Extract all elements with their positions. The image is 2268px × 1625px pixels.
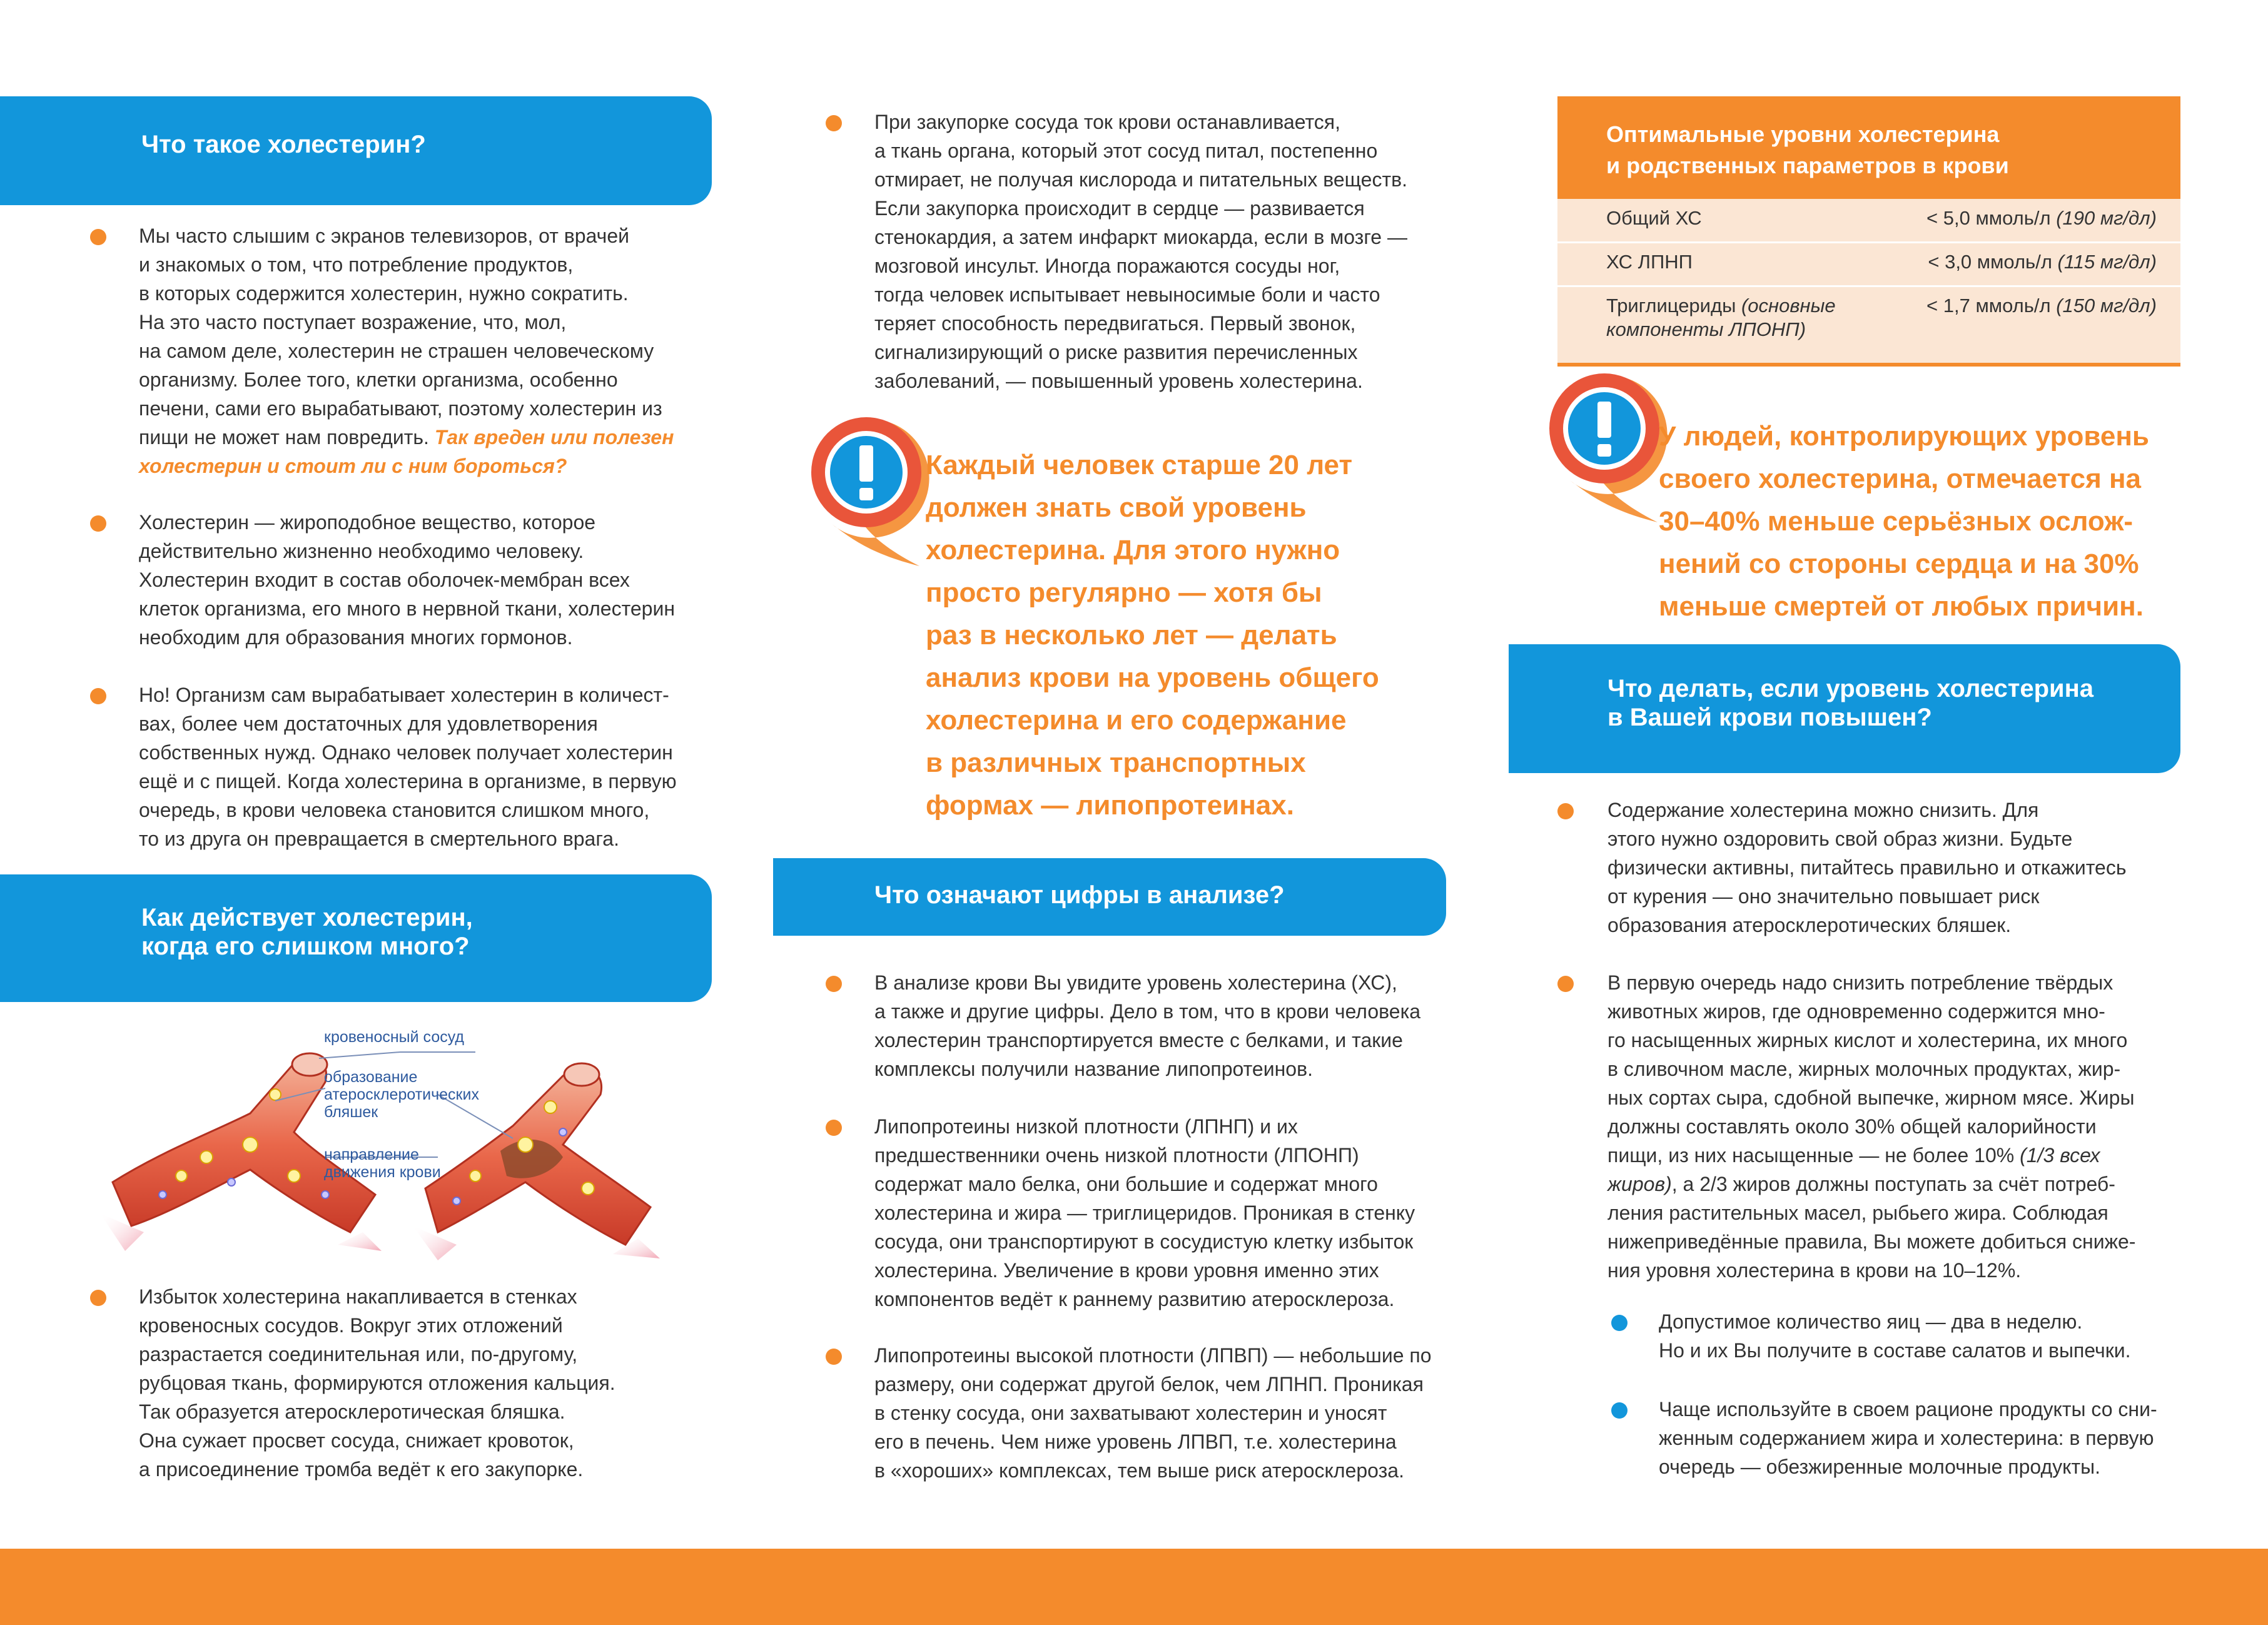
text-line: ещё и с пищей. Когда холестерина в организме, в первую — [139, 770, 677, 792]
param-name — [1606, 294, 1836, 342]
section-header-what-to-do — [1509, 644, 2180, 773]
text-line: мозговой инсульт. Иногда поражаются сосуды ног, — [874, 255, 1340, 277]
label-line: атеросклеротических — [324, 1086, 479, 1103]
bullet-dot-blue — [1611, 1315, 1628, 1331]
text-line: очередь, в крови человека становится слишком много, — [139, 799, 650, 821]
text-line: этого нужно оздоровить свой образ жизни. Будьте — [1607, 828, 2073, 850]
table-row — [1557, 250, 2180, 285]
text-line: клеток организма, его много в нервной ткани, холестерин — [139, 597, 675, 620]
text-span: пищи, из них насыщенные — не более 10% — [1607, 1144, 2020, 1167]
text-line — [1607, 1141, 2180, 1170]
vessel-diagram — [88, 1026, 676, 1263]
paragraph-eggs — [1659, 1307, 2180, 1365]
param-value — [1926, 294, 2157, 318]
table-title — [1557, 96, 2180, 199]
text-line: Если закупорка происходит в сердце — развивается — [874, 197, 1365, 220]
table-row — [1557, 206, 2180, 241]
section-header-numbers — [773, 858, 1446, 936]
callout-line: меньше смертей от любых причин. — [1659, 591, 2144, 622]
bullet-dot — [90, 688, 106, 704]
bullet-dot — [90, 229, 106, 245]
callout-line: должен знать свой уровень — [926, 492, 1307, 523]
text-line: Содержание холестерина можно снизить. Для — [1607, 799, 2039, 821]
bullet-dot-blue — [1611, 1402, 1628, 1419]
text-line: а ткань органа, который этот сосуд питал, постепенно — [874, 139, 1378, 162]
text-span: пищи не может нам повредить. — [139, 426, 435, 448]
table-title-line: и родственных параметров в крови — [1606, 153, 2009, 178]
label-line: образование — [324, 1068, 418, 1086]
param-name: ХС ЛПНП — [1606, 251, 1693, 273]
text-line: нижеприведённые правила, Вы можете добиться сниже- — [1607, 1230, 2136, 1253]
text-line: от курения — оно значительно повышает риск — [1607, 885, 2040, 908]
callout-line: просто регулярно — хотя бы — [926, 577, 1322, 608]
paragraph-ldl — [874, 1112, 1456, 1314]
diagram-label-flow — [324, 1146, 441, 1181]
paragraph-fats — [1607, 968, 2180, 1285]
text-line — [139, 423, 721, 452]
value-note: (150 мг/дл) — [2056, 295, 2157, 316]
row-divider — [1557, 241, 2180, 243]
bullet-dot — [826, 115, 842, 131]
text-line: образования атеросклеротических бляшек. — [1607, 914, 2012, 936]
bullet-dot — [826, 976, 842, 992]
text-line: сосуда, они транспортируют в сосудистую клетку избыток — [874, 1230, 1414, 1253]
highlighted-question: Так вреден или полезен — [434, 426, 674, 448]
callout-line: холестерина. Для этого нужно — [926, 535, 1340, 565]
text-line: женным содержанием жира и холестерина: в первую — [1659, 1427, 2154, 1449]
flow-arrow — [338, 1232, 382, 1251]
text-line: Но! Организм сам вырабатывает холестерин в количест- — [139, 684, 669, 706]
text-line: действительно жизненно необходимо человеку. — [139, 540, 584, 562]
paragraph-analysis — [874, 968, 1456, 1083]
text-line: и знакомых о том, что потребление продуктов, — [139, 253, 574, 276]
table-row — [1557, 294, 2180, 354]
text-line: Допустимое количество яиц — два в неделю. — [1659, 1310, 2083, 1333]
text-line: Но и их Вы получите в составе салатов и выпечки. — [1659, 1339, 2131, 1362]
callout-line: формах — липопротеинах. — [926, 790, 1294, 821]
text-line: а присоединение тромба ведёт к его закупорке. — [139, 1458, 584, 1481]
name-note: компоненты ЛПОНП) — [1606, 318, 1806, 340]
text-line: холестерина и жира — триглицеридов. Проникая в стенку — [874, 1202, 1415, 1224]
paragraph-production — [139, 681, 721, 853]
paragraph-plaque — [139, 1282, 721, 1484]
row-divider — [1557, 285, 2180, 287]
bullet-dot — [1557, 803, 1574, 819]
text-line: должны составлять около 30% общей калорийности — [1607, 1115, 2097, 1138]
text-line: в «хороших» комплексах, тем выше риск атеросклероза. — [874, 1459, 1404, 1482]
text-line: Она сужает просвет сосуда, снижает кровоток, — [139, 1429, 574, 1452]
value-text: < 5,0 ммоль/л — [1926, 207, 2051, 229]
bullet-dot — [826, 1120, 842, 1136]
paragraph-lifestyle — [1607, 796, 2180, 939]
bullet-dot — [826, 1349, 842, 1365]
flow-arrow — [413, 1226, 457, 1260]
text-line: а также и другие цифры. Дело в том, что в крови человека — [874, 1000, 1421, 1023]
text-line: животных жиров, где одновременно содержится мно- — [1607, 1000, 2105, 1023]
text-line: Мы часто слышим с экранов телевизоров, от врачей — [139, 225, 630, 247]
label-line: бляшек — [324, 1103, 378, 1121]
diagram-label-vessel: кровеносный сосуд — [324, 1028, 464, 1046]
paragraph-definition — [139, 508, 721, 652]
text-line: на самом деле, холестерин не страшен человеческому — [139, 340, 654, 362]
name-text: Триглицериды — [1606, 295, 1736, 316]
text-line: В анализе крови Вы увидите уровень холестерина (ХС), — [874, 971, 1397, 994]
section-title: Что такое холестерин? — [141, 131, 426, 158]
text-line: ных сортах сыра, сдобной выпечке, жирном мясе. Жиры — [1607, 1086, 2135, 1109]
text-line: то из друга он превращается в смертельного врага. — [139, 828, 619, 850]
section-header-how-it-acts — [0, 874, 712, 1002]
text-line: теряет способность передвигаться. Первый звонок, — [874, 312, 1356, 335]
param-name: Общий ХС — [1606, 207, 1702, 229]
text-line: Избыток холестерина накапливается в стенках — [139, 1285, 577, 1308]
bullet-dot — [90, 1290, 106, 1306]
text-line: Чаще используйте в своем рационе продукты со сни- — [1659, 1398, 2157, 1420]
text-line: предшественники очень низкой плотности (ЛПОНП) — [874, 1144, 1359, 1167]
value-note: (190 мг/дл) — [2056, 207, 2157, 229]
text-line: ния уровня холестерина в крови на 10–12%. — [1607, 1259, 2022, 1282]
callout-line: раз в несколько лет — делать — [926, 620, 1337, 651]
text-line: стенокардия, а затем инфаркт миокарда, если в мозге — — [874, 226, 1407, 248]
section-header-what-is-cholesterol — [0, 96, 712, 205]
text-line: кровеносных сосудов. Вокруг этих отложений — [139, 1314, 563, 1337]
callout-line: анализ крови на уровень общего — [926, 662, 1379, 693]
text-line: его в печень. Чем ниже уровень ЛПВП, т.е. холестерина — [874, 1430, 1397, 1453]
value-text: < 3,0 ммоль/л — [1928, 251, 2052, 273]
text-line: Холестерин — жироподобное вещество, которое — [139, 511, 596, 534]
text-span: , а 2/3 жиров должны поступать за счёт потреб- — [1671, 1173, 2115, 1195]
text-line: в стенку сосуда, они захватывают холестерин и уносят — [874, 1402, 1387, 1424]
table-title-line: Оптимальные уровни холестерина — [1606, 121, 2000, 147]
text-line: го насыщенных жирных кислот и холестерина, их много — [1607, 1029, 2128, 1051]
section-title: Что означают цифры в анализе? — [874, 881, 1285, 909]
value-note: (115 мг/дл) — [2057, 251, 2157, 273]
text-line: Липопротеины высокой плотности (ЛПВП) — небольшие по — [874, 1344, 1432, 1367]
text-line: организму. Более того, клетки организма, особенно — [139, 368, 618, 391]
text-line: отмирает, не получая кислорода и питательных веществ. — [874, 168, 1407, 191]
text-line: очередь — обезжиренные молочные продукты. — [1659, 1455, 2101, 1478]
text-span-italic: (1/3 всех — [2020, 1144, 2100, 1167]
text-line: необходим для образования многих гормонов. — [139, 626, 573, 649]
text-line: в которых содержится холестерин, нужно сократить. — [139, 282, 629, 305]
section-title-line: Как действует холестерин, — [141, 904, 473, 931]
callout-know-your-level — [926, 444, 1379, 827]
value-text: < 1,7 ммоль/л — [1926, 295, 2051, 316]
text-span-italic: жиров) — [1607, 1173, 1672, 1195]
text-line: Холестерин входит в состав оболочек-мембран всех — [139, 569, 630, 591]
text-line: компонентов ведёт к раннему развитию атеросклероза. — [874, 1288, 1395, 1310]
callout-line: 30–40% меньше серьёзных ослож- — [1659, 506, 2134, 537]
optimal-levels-table — [1557, 96, 2180, 367]
callout-line: в различных транспортных — [926, 747, 1306, 778]
text-line: в сливочном масле, жирных молочных продуктах, жир- — [1607, 1058, 2121, 1080]
paragraph-hdl — [874, 1341, 1456, 1485]
text-line: В первую очередь надо снизить потребление твёрдых — [1607, 971, 2114, 994]
callout-line: холестерина и его содержание — [926, 705, 1347, 736]
section-title-line: когда его слишком много? — [141, 933, 470, 960]
exclamation-icon — [1532, 369, 1676, 525]
bullet-dot — [90, 515, 106, 532]
paragraph-intro — [139, 221, 721, 480]
text-line: вах, более чем достаточных для удовлетворения — [139, 712, 598, 735]
text-line: размеру, они содержат другой белок, чем ЛПНП. Проникая — [874, 1373, 1424, 1395]
callout-line: нений со стороны сердца и на 30% — [1659, 549, 2139, 579]
text-line: На это часто поступает возражение, что, мол, — [139, 311, 567, 333]
text-line: рубцовая ткань, формируются отложения кальция. — [139, 1372, 615, 1394]
text-line: разрастается соединительная или, по-другому, — [139, 1343, 578, 1365]
bullet-dot — [1557, 976, 1574, 992]
param-value — [1926, 206, 2157, 230]
paragraph-low-fat — [1659, 1395, 2180, 1481]
label-line: направление — [324, 1146, 419, 1163]
text-line: тогда человек испытывает невыносимые боли и часто — [874, 283, 1380, 306]
text-line: печени, сами его вырабатывают, поэтому холестерин из — [139, 397, 662, 420]
highlighted-question: холестерин и стоит ли с ним бороться? — [139, 455, 567, 477]
section-title-line: Что делать, если уровень холестерина — [1607, 675, 2094, 702]
text-line: холестерин транспортируется вместе с белками, и такие — [874, 1029, 1403, 1051]
callout-control-benefit — [1659, 415, 2149, 628]
text-line: холестерина. Увеличение в крови уровня именно этих — [874, 1259, 1379, 1282]
text-line: содержат мало белка, они большие и содержат много — [874, 1173, 1378, 1195]
text-line: При закупорке сосуда ток крови останавливается, — [874, 111, 1341, 133]
text-line: заболеваний, — повышенный уровень холестерина. — [874, 370, 1363, 392]
text-line: собственных нужд. Однако человек получает холестерин — [139, 741, 673, 764]
callout-line: своего холестерина, отмечается на — [1659, 463, 2142, 494]
paragraph-blockage — [874, 108, 1456, 395]
text-line: физически активны, питайтесь правильно и откажитесь — [1607, 856, 2127, 879]
diagram-label-plaque — [324, 1068, 479, 1121]
text-line: Так образуется атеросклеротическая бляшка. — [139, 1400, 565, 1423]
label-line: движения крови — [324, 1163, 441, 1181]
exclamation-icon — [794, 413, 938, 569]
param-value — [1928, 250, 2157, 274]
callout-line: Каждый человек старше 20 лет — [926, 450, 1352, 480]
section-title-line: в Вашей крови повышен? — [1607, 704, 1932, 731]
text-line: Липопротеины низкой плотности (ЛПНП) и их — [874, 1115, 1298, 1138]
text-line: комплексы получили название липопротеинов. — [874, 1058, 1313, 1080]
text-line — [1607, 1170, 2180, 1198]
text-line: сигнализирующий о риске развития перечисленных — [874, 341, 1358, 363]
callout-line: У людей, контролирующих уровень — [1659, 421, 2149, 452]
footer-bar — [0, 1549, 2268, 1625]
name-note: (основные — [1741, 295, 1836, 316]
text-line: ления растительных масел, рыбьего жира. Соблюдая — [1607, 1202, 2109, 1224]
